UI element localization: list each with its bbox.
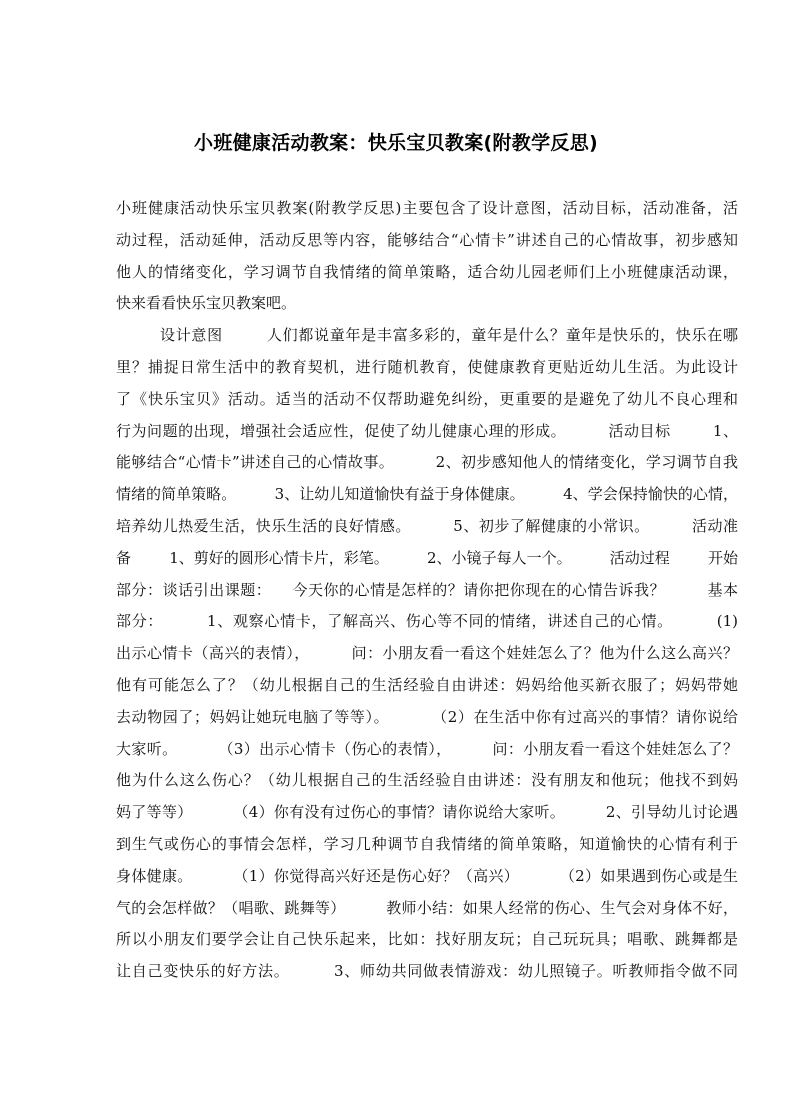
- body-line: 情绪的简单策略。 3、让幼儿知道愉快有益于身体健康。 4、学会保持愉快的心情，: [116, 485, 738, 504]
- body-line: 部分： 1、观察心情卡，了解高兴、伤心等不同的情绪，讲述自己的心情。 (1): [116, 612, 738, 631]
- body-line: 了《快乐宝贝》活动。适当的活动不仅帮助避免纠纷，更重要的是避免了幼儿不良心理和: [116, 389, 738, 408]
- body-line: 小班健康活动快乐宝贝教案(附教学反思)主要包含了设计意图，活动目标，活动准备，活: [116, 199, 738, 217]
- body-line: 他人的情绪变化，学习调节自我情绪的简单策略，适合幼儿园老师们上小班健康活动课，: [116, 262, 738, 281]
- body-line: 妈了等等） （4）你有没有过伤心的事情？请你说给大家听。 2、引导幼儿讨论遇: [116, 803, 738, 822]
- body-line: 大家听。 （3）出示心情卡（伤心的表情）， 问：小朋友看一看这个娃娃怎么了？: [116, 739, 738, 758]
- body-line: 备 1、剪好的圆形心情卡片，彩笔。 2、小镜子每人一个。 活动过程 开始: [116, 548, 738, 567]
- body-line: 快来看看快乐宝贝教案吧。: [116, 294, 297, 313]
- body-line: 他有可能怎么了？（幼儿根据自己的生活经验自由讲述：妈妈给他买新衣服了；妈妈带她: [116, 675, 738, 694]
- body-line: 里？捕捉日常生活中的教育契机，进行随机教育，使健康教育更贴近幼儿生活。为此设计: [116, 357, 738, 376]
- document-body: [116, 193, 738, 988]
- body-line: 所以小朋友们要学会让自己快乐起来，比如：找好朋友玩；自己玩玩具；唱歌、跳舞都是: [116, 930, 738, 949]
- body-line: 去动物园了；妈妈让她玩电脑了等等）。 （2）在生活中你有过高兴的事情？请你说给: [116, 707, 738, 726]
- body-line: 气的会怎样做？（唱歌、跳舞等） 教师小结：如果人经常的伤心、生气会对身体不好，: [116, 898, 738, 917]
- body-line: 到生气或伤心的事情会怎样，学习几种调节自我情绪的简单策略，知道愉快的心情有利于: [116, 834, 738, 853]
- body-line: 能够结合“心情卡”讲述自己的心情故事。 2、初步感知他人的情绪变化，学习调节自我: [116, 453, 738, 472]
- body-line: 动过程，活动延伸，活动反思等内容，能够结合“心情卡”讲述自己的心情故事，初步感知: [116, 230, 738, 249]
- body-line: 让自己变快乐的好方法。 3、师幼共同做表情游戏：幼儿照镜子。听教师指令做不同: [116, 962, 738, 981]
- body-line: 部分：谈话引出课题： 今天你的心情是怎样的？请你把你现在的心情告诉我？ 基本: [116, 580, 738, 599]
- body-line: 培养幼儿热爱生活，快乐生活的良好情感。 5、初步了解健康的小常识。 活动准: [116, 516, 738, 535]
- body-line: 身体健康。 （1）你觉得高兴好还是伤心好？（高兴） （2）如果遇到伤心或是生: [116, 866, 738, 885]
- body-line: 行为问题的出现，增强社会适应性，促使了幼儿健康心理的形成。 活动目标 1、: [116, 421, 738, 440]
- document-title: 小班健康活动教案：快乐宝贝教案(附教学反思): [194, 132, 598, 154]
- body-line: 他为什么这么伤心？（幼儿根据自己的生活经验自由讲述：没有朋友和他玩；他找不到妈: [116, 771, 738, 790]
- body-line: 出示心情卡（高兴的表情）， 问：小朋友看一看这个娃娃怎么了？他为什么这么高兴？: [116, 644, 738, 663]
- body-line: 设计意图 人们都说童年是丰富多彩的，童年是什么？童年是快乐的，快乐在哪: [116, 326, 738, 345]
